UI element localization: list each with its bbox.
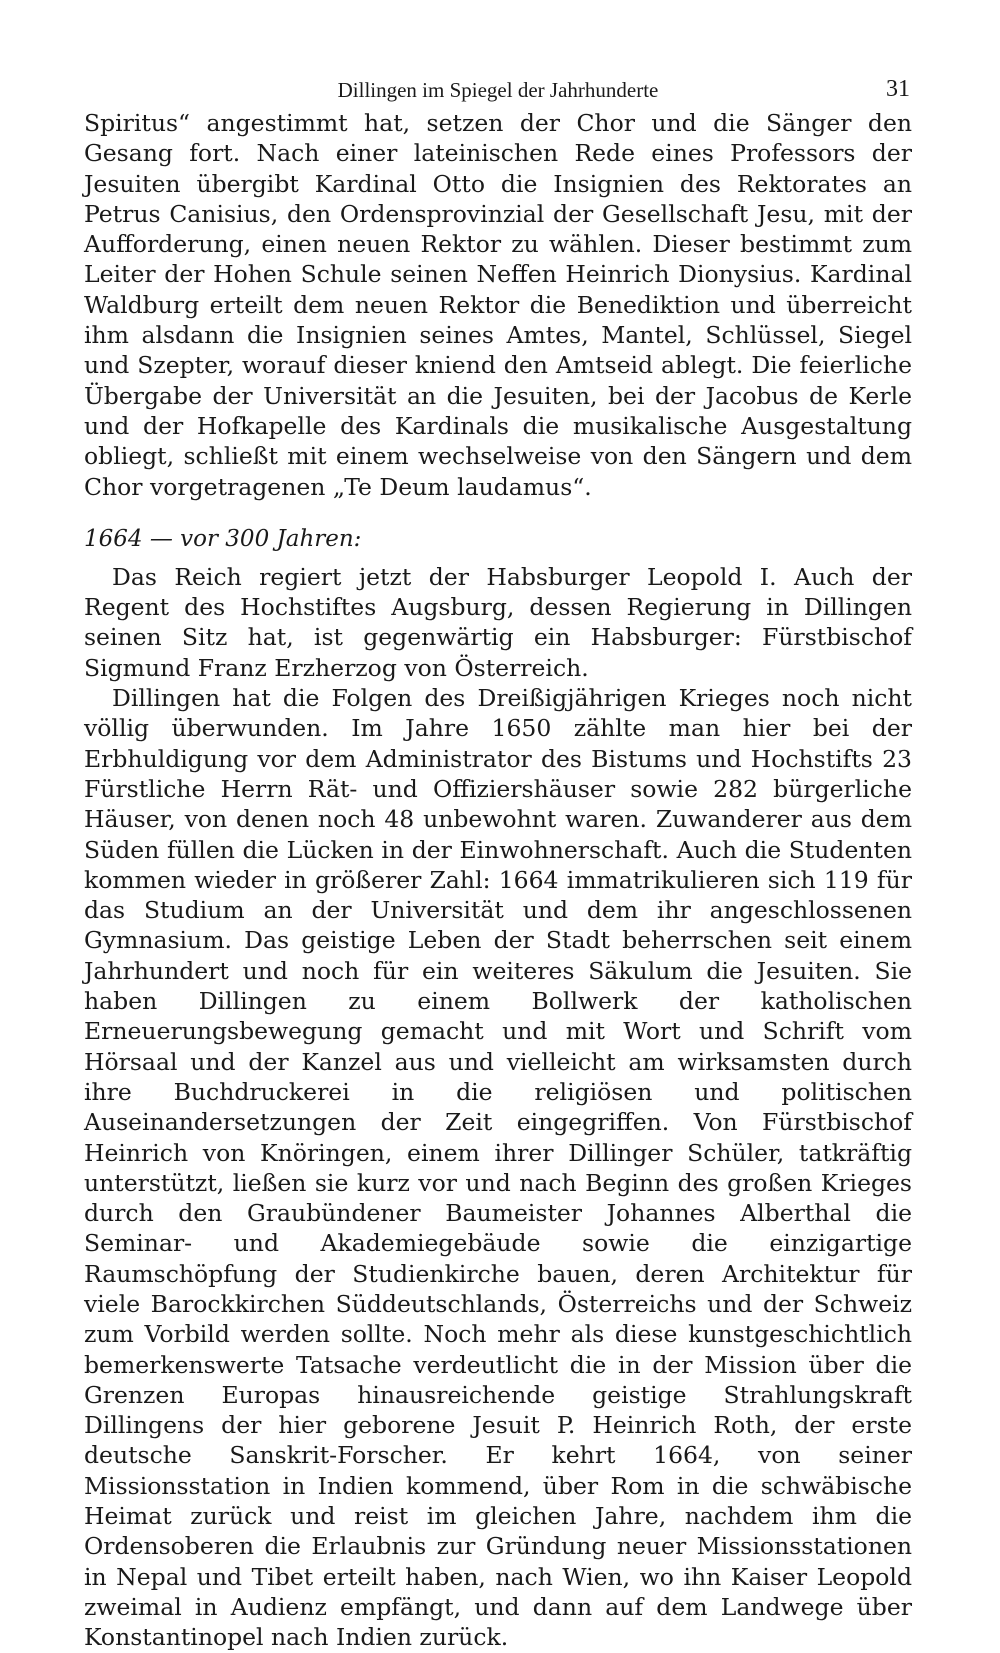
running-title: Dillingen im Spiegel der Jahrhunderte: [337, 78, 659, 102]
section-heading: 1664 — vor 300 Jahren:: [84, 525, 362, 552]
running-header: [84, 68, 912, 108]
continued-paragraph: Spiritus“ angestimmt hat, setzen der Chor und die Sänger den Gesang fort. Nach einer lateinischen Rede eines Professors der Jesuiten übergibt Kardinal Otto die Insignien des Rektorates an Petrus Canisius, den Ordensprovinzial der Gesellschaft Jesu, mit der Aufforderung, einen neuen Rektor zu wählen. Dieser bestimmt zum Leiter der Hohen Schule seinen Neffen Heinrich Dionysius. Kardinal Waldburg erteilt dem neuen Rektor die Benediktion und überreicht ihm alsdann die Insignien seines Amtes, Mantel, Schlüssel, Siegel und Szepter, worauf dieser kniend den Amtseid ablegt. Die feierliche Übergabe der Universität an die Jesuiten, bei der Jacobus de Kerle und der Hofkapelle des Kardinals die musikalische Ausgestaltung obliegt, schließt mit einem wechselweise von den Sängern und dem Chor vorgetragenen „Te Deum laudamus“.: [84, 109, 912, 501]
section-paragraph-1: Das Reich regiert jetzt der Habsburger Leopold I. Auch der Regent des Hochstiftes Augsburg, dessen Regierung in Dillingen seinen Sitz hat, ist gegenwärtig ein Habsburger: Fürstbischof Sigmund Franz Erzherzog von Österreich.: [84, 562, 912, 682]
page-number: 31: [886, 76, 910, 102]
section-paragraph-2: Dillingen hat die Folgen des Dreißigjährigen Krieges noch nicht völlig überwunden. Im Jahre 1650 zählte man hier bei der Erbhuldigung vor dem Administrator des Bistums und Hochstifts 23 Fürstliche Herrn Rät- und Offiziershäuser sowie 282 bürgerliche Häuser, von denen noch 48 unbewohnt waren. Zuwanderer aus dem Süden füllen die Lücken in der Einwohnerschaft. Auch die Studenten kommen wieder in größerer Zahl: 1664 immatrikulieren sich 119 für das Studium an der Universität und dem ihr angeschlossenen Gymnasium. Das geistige Leben der Stadt beherrschen seit einem Jahrhundert und noch für ein weiteres Säkulum die Jesuiten. Sie haben Dillingen zu einem Bollwerk der katholischen Erneuerungsbewegung gemacht und mit Wort und Schrift vom Hörsaal und der Kanzel aus und vielleicht am wirksamsten durch ihre Buchdruckerei in die religiösen und politischen Auseinandersetzungen der Zeit eingegriffen. Von Fürstbischof Heinrich von Knöringen, einem ihrer Dillinger Schüler, tatkräftig unterstützt, ließen sie kurz vor und nach Beginn des großen Krieges durch den Graubündener Baumeister Johannes Alberthal die Seminar- und Akademiegebäude sowie die einzigartige Raumschöpfung der Studienkirche bauen, deren Architektur für viele Barockkirchen Süddeutschlands, Österreichs und der Schweiz zum Vorbild werden sollte. Noch mehr als diese kunstgeschichtlich bemerkenswerte Tatsache verdeutlicht die in der Mission über die Grenzen Europas hinausreichende geistige Strahlungskraft Dillingens der hier geborene Jesuit P. Heinrich Roth, der erste deutsche Sanskrit-Forscher. Er kehrt 1664, von seiner Missionsstation in Indien kommend, über Rom in die schwäbische Heimat zurück und reist im gleichen Jahre, nachdem ihm die Ordensoberen die Erlaubnis zur Gründung neuer Missionsstationen in Nepal und Tibet erteilt haben, nach Wien, wo ihn Kaiser Leopold zweimal in Audienz empfängt, und dann auf dem Landwege über Konstantinopel nach Indien zurück.: [84, 684, 912, 1652]
book-page: [84, 68, 912, 1653]
